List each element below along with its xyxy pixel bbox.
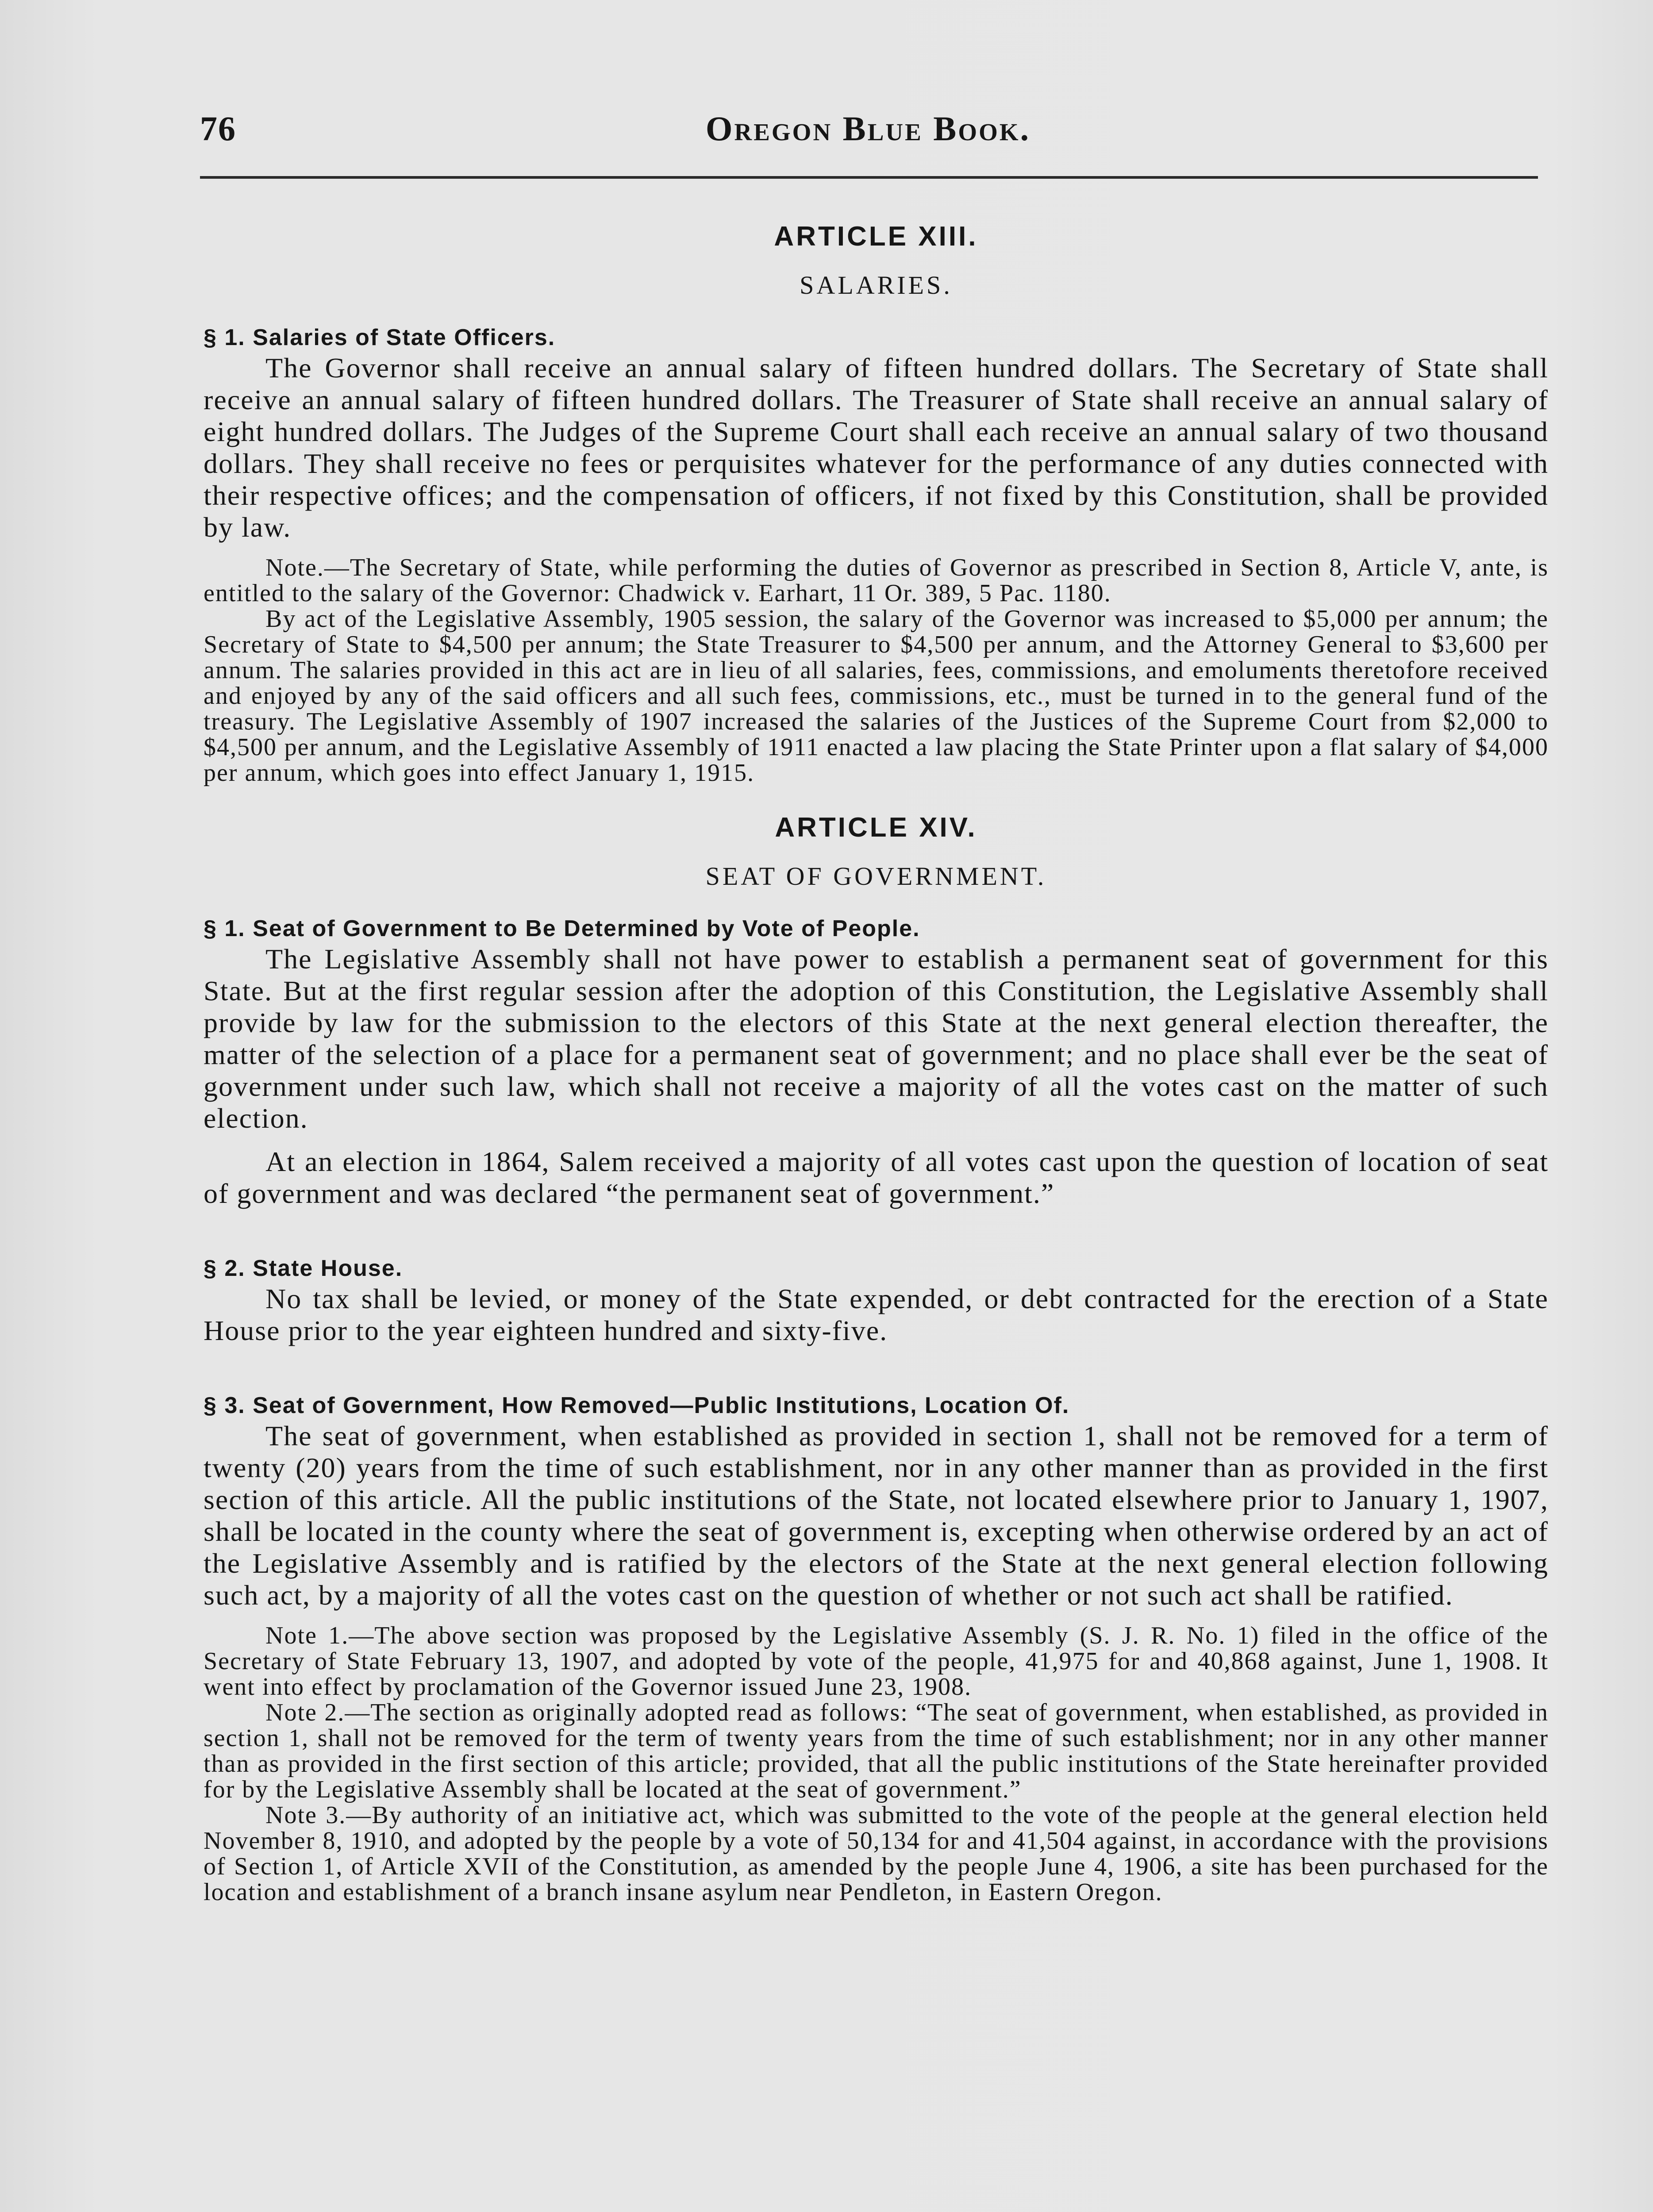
article-14-section-1-title: § 1. Seat of Government to Be Determined by Vote of People. xyxy=(204,916,920,941)
article-13-note-1: Note.—The Secretary of State, while performing the duties of Governor as prescribed in Section 8, Article V, ante, is entitled to the salary of the Governor: Chadwick v. Earhart, 11 Or. 389, 5 Pac. 1180. xyxy=(204,554,1549,607)
article-13-section-1-text: The Governor shall receive an annual salary of fifteen hundred dollars. The Secretary of State shall receive an annual salary of fifteen hundred dollars. The Treasurer of State shall receive an annual salary of eight hundred dollars. The Judges of the Supreme Court shall each receive an annual salary of two thousand dollars. They shall receive no fees or perquisites whatever for the performance of any duties connected with their respective offices; and the compensation of officers, if not fixed by this Constitution, shall be provided by law. xyxy=(204,352,1549,543)
article-14-section-3-text: The seat of government, when established as provided in section 1, shall not be removed for a term of twenty (20) years from the time of such establishment, nor in any other manner than as provided in the first section of this article. All the public institutions of the State, not located elsewhere prior to January 1, 1907, shall be located in the county where the seat of government is, excepting when otherwise ordered by an act of the Legislative Assembly and is ratified by the electors of the State at the next general election following such act, by a majority of all the votes cast on the question of whether or not such act shall be ratified. xyxy=(204,1420,1549,1611)
article-13-heading: ARTICLE XIII. xyxy=(774,221,978,252)
article-14-section-2-title: § 2. State House. xyxy=(204,1256,403,1281)
article-14-note-2: Note 2.—The section as originally adopted read as follows: “The seat of government, when established, as provided in section 1, shall not be removed for the term of twenty years from the time of such establishment; nor in any other manner than as provided in the first section of this article; provided, that all the public institutions of the State hereinafter provided for by the Legislative Assembly shall be located at the seat of government.” xyxy=(204,1699,1549,1803)
article-13-subheading: SALARIES. xyxy=(800,271,953,300)
page-header xyxy=(200,109,1536,162)
article-14-subheading: SEAT OF GOVERNMENT. xyxy=(705,862,1047,891)
running-title: Oregon Blue Book. xyxy=(705,109,1031,148)
article-13-section-1-title: § 1. Salaries of State Officers. xyxy=(204,325,556,350)
article-14-section-3-title: § 3. Seat of Government, How Removed—Public Institutions, Location Of. xyxy=(204,1393,1070,1418)
article-14-heading: ARTICLE XIV. xyxy=(775,812,977,843)
article-14-section-2-text: No tax shall be levied, or money of the State expended, or debt contracted for the erection of a State House prior to the year eighteen hundred and sixty-five. xyxy=(204,1283,1549,1346)
article-14-section-1-note: At an election in 1864, Salem received a majority of all votes cast upon the question of location of seat of government and was declared “the permanent seat of government.” xyxy=(204,1146,1549,1209)
article-14-note-3: Note 3.—By authority of an initiative act, which was submitted to the vote of the people at the general election held November 8, 1910, and adopted by the people by a vote of 50,134 for and 41,504 against, in accordance with the provisions of Section 1, of Article XVII of the Constitution, as amended by the people June 4, 1906, a site has been purchased for the location and establishment of a branch insane asylum near Pendleton, in Eastern Oregon. xyxy=(204,1801,1549,1906)
article-14-note-1: Note 1.—The above section was proposed by the Legislative Assembly (S. J. R. No. 1) filed in the office of the Secretary of State February 13, 1907, and adopted by vote of the people, 41,975 for and 40,868 against, June 1, 1908. It went into effect by proclamation of the Governor issued June 23, 1908. xyxy=(204,1622,1549,1701)
page-number: 76 xyxy=(200,109,236,148)
article-14-section-1-text: The Legislative Assembly shall not have power to establish a permanent seat of government for this State. But at the first regular session after the adoption of this Constitution, the Legislative Assembly shall provide by law for the submission to the electors of this State at the next general election thereafter, the matter of the selection of a place for a permanent seat of government; and no place shall ever be the seat of government under such law, which shall not receive a majority of all the votes cast on the matter of such election. xyxy=(204,943,1549,1134)
page-content xyxy=(204,221,1549,1905)
header-rule xyxy=(200,176,1538,179)
article-13-note-2: By act of the Legislative Assembly, 1905 session, the salary of the Governor was increased to $5,000 per annum; the Secretary of State to $4,500 per annum; the State Treasurer to $4,500 per annum, and the Attorney General to $3,600 per annum. The salaries provided in this act are in lieu of all salaries, fees, commissions, and emoluments theretofore received and enjoyed by any of the said officers and all such fees, commissions, etc., must be turned in to the general fund of the treasury. The Legislative Assembly of 1907 increased the salaries of the Justices of the Supreme Court from $2,000 to $4,500 per annum, and the Legislative Assembly of 1911 enacted a law placing the State Printer upon a flat salary of $4,000 per annum, which goes into effect January 1, 1915. xyxy=(204,605,1549,787)
